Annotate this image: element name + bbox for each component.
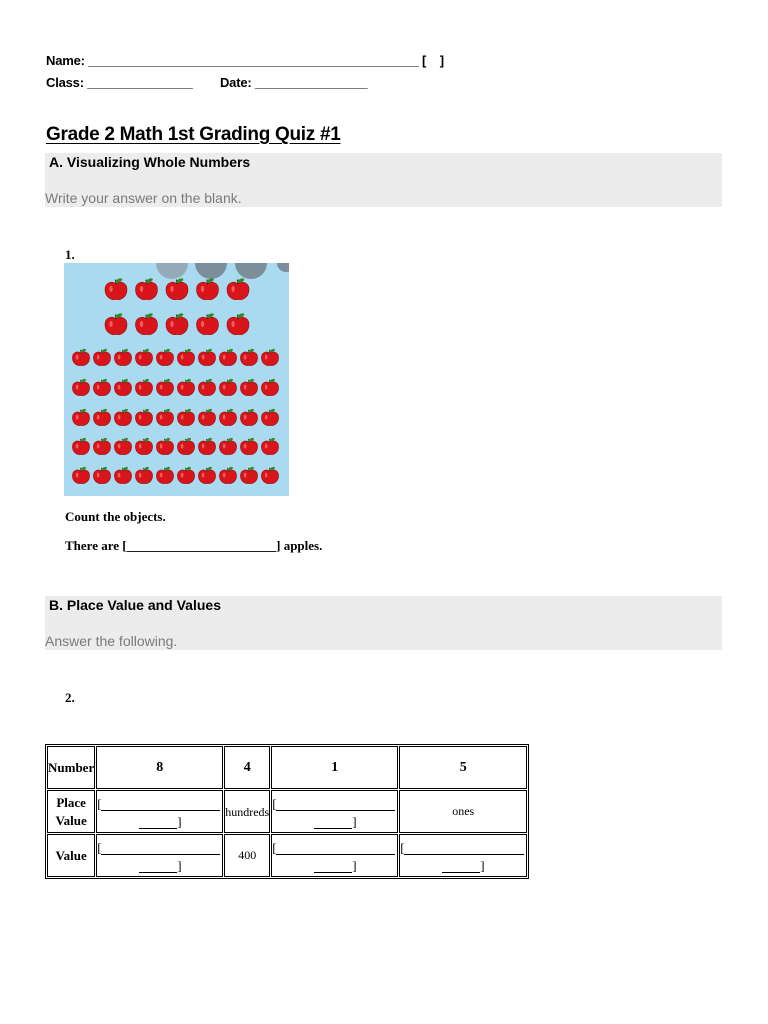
question-1-answer-line[interactable]: There are [_______________________] apples. <box>65 538 323 553</box>
apple-icon <box>136 277 158 299</box>
apple-icon <box>219 408 236 425</box>
section-a-instruction: Write your answer on the blank. <box>45 190 242 206</box>
row-header-value: Value <box>47 834 95 877</box>
answer-blank-cell[interactable]: [ ] <box>271 834 398 877</box>
digit-cell: 5 <box>399 746 527 789</box>
place-value-hundreds: hundreds <box>224 790 270 833</box>
table-row-number <box>47 746 527 789</box>
apple-icon <box>219 437 236 454</box>
row-header-place-value: Place Value <box>47 790 95 833</box>
apple-icon <box>93 348 110 365</box>
question-1-prompt: Count the objects. <box>65 509 166 524</box>
apple-icon <box>177 408 194 425</box>
question-2-number: 2. <box>65 690 75 705</box>
apple-icon <box>93 437 110 454</box>
apple-icon <box>93 408 110 425</box>
apple-icon <box>198 408 215 425</box>
apple-icon <box>135 378 152 395</box>
apple-icon <box>197 277 219 299</box>
row-header-number: Number <box>47 746 95 789</box>
apples-picture <box>64 263 289 496</box>
apple-icon <box>72 408 89 425</box>
apple-icon <box>93 378 110 395</box>
section-a-band <box>45 153 722 207</box>
apple-icon <box>135 466 152 483</box>
place-value-ones: ones <box>399 790 527 833</box>
apple-icon <box>261 378 278 395</box>
apple-icon <box>261 408 278 425</box>
digit-cell: 4 <box>224 746 270 789</box>
student-info-header <box>46 50 444 94</box>
apple-icon <box>177 466 194 483</box>
apples-illustration <box>64 263 289 496</box>
apple-icon <box>198 466 215 483</box>
answer-blank-cell[interactable]: [ ] <box>399 834 527 877</box>
section-b-instruction: Answer the following. <box>45 633 178 649</box>
apple-icon <box>240 466 257 483</box>
apple-icon <box>72 348 89 365</box>
apple-icon <box>240 408 257 425</box>
apple-icon <box>261 437 278 454</box>
name-line[interactable]: Name: _______________________________________________ [ ] <box>46 53 444 68</box>
place-value-table <box>45 744 529 879</box>
quiz-title: Grade 2 Math 1st Grading Quiz #1 <box>46 124 341 145</box>
apple-icon <box>114 378 131 395</box>
value-400: 400 <box>224 834 270 877</box>
section-a-heading: A. Visualizing Whole Numbers <box>49 154 251 170</box>
class-date-line[interactable]: Class: _______________ Date: ________________ <box>46 75 368 90</box>
apple-icon <box>240 437 257 454</box>
apple-icon <box>197 312 219 334</box>
answer-blank-cell[interactable]: [ ] <box>271 790 398 833</box>
apple-icon <box>177 378 194 395</box>
apple-icon <box>114 348 131 365</box>
apple-icon <box>156 348 173 365</box>
digit-cell: 1 <box>271 746 398 789</box>
apple-icon <box>198 437 215 454</box>
section-b-heading: B. Place Value and Values <box>49 597 221 613</box>
apple-icon <box>136 312 158 334</box>
apple-icon <box>72 378 89 395</box>
apple-icon <box>114 437 131 454</box>
apple-icon <box>135 408 152 425</box>
apple-icon <box>135 348 152 365</box>
apple-icon <box>156 408 173 425</box>
apple-icon <box>93 466 110 483</box>
apple-icon <box>219 378 236 395</box>
apple-icon <box>156 466 173 483</box>
apple-icon <box>135 437 152 454</box>
answer-blank-cell[interactable]: [ ] <box>96 790 223 833</box>
apple-icon <box>219 466 236 483</box>
apple-icon <box>72 466 89 483</box>
apple-icon <box>227 277 249 299</box>
table-row-value <box>47 834 527 877</box>
answer-blank-cell[interactable]: [ ] <box>96 834 223 877</box>
apple-icon <box>72 437 89 454</box>
apple-icon <box>156 437 173 454</box>
apple-icon <box>105 277 127 299</box>
apple-icon <box>219 348 236 365</box>
apple-icon <box>240 348 257 365</box>
digit-cell: 8 <box>96 746 223 789</box>
apple-icon <box>166 277 188 299</box>
apple-icon <box>198 378 215 395</box>
apple-icon <box>114 408 131 425</box>
apple-icon <box>105 312 127 334</box>
apple-icon <box>177 348 194 365</box>
apple-icon <box>261 466 278 483</box>
section-b-band <box>45 596 722 650</box>
apple-icon <box>227 312 249 334</box>
apple-icon <box>156 378 173 395</box>
apple-icon <box>177 437 194 454</box>
apple-icon <box>166 312 188 334</box>
table-row-place-value <box>47 790 527 833</box>
apple-icon <box>198 348 215 365</box>
apple-icon <box>261 348 278 365</box>
question-1-number: 1. <box>65 247 75 262</box>
apple-icon <box>114 466 131 483</box>
apple-icon <box>240 378 257 395</box>
